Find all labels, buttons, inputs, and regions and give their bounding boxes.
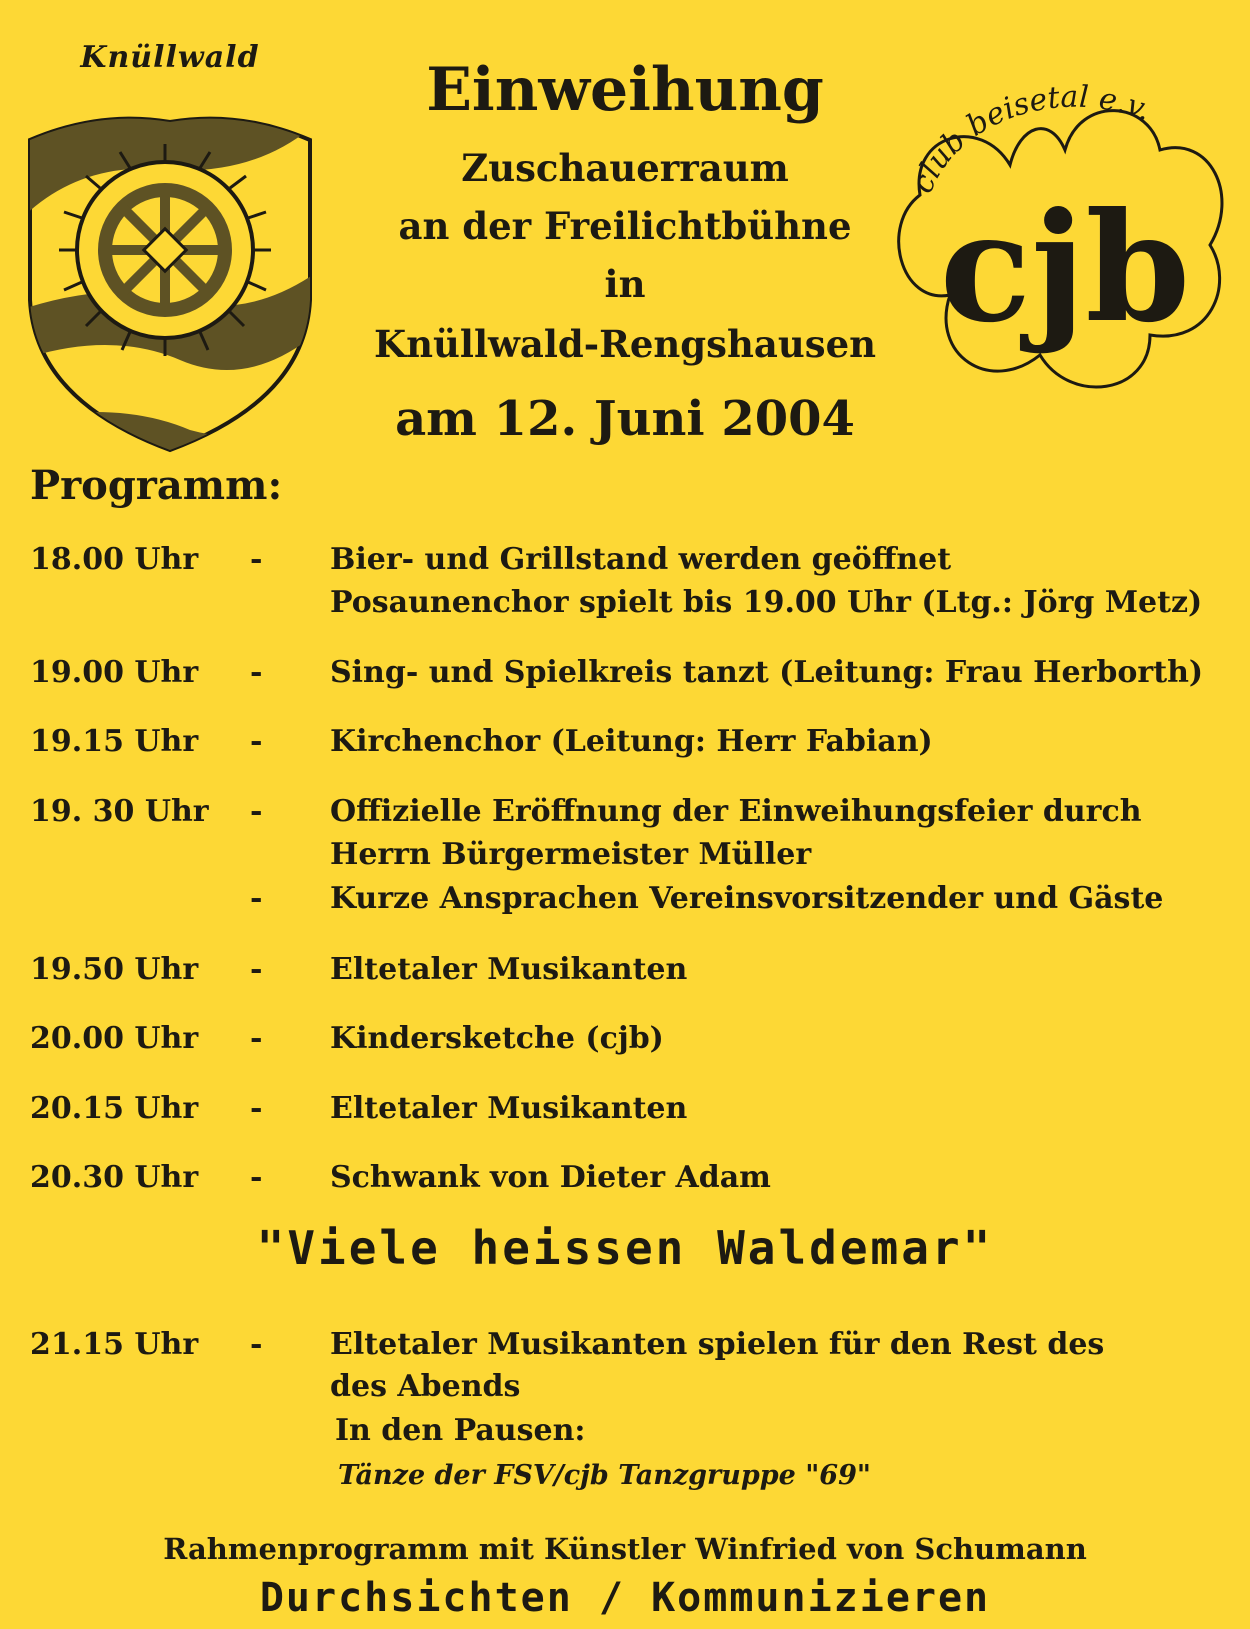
knuellwald-coat-of-arms bbox=[20, 100, 320, 460]
logo-ring-text: club beisetal e.v. bbox=[904, 79, 1157, 199]
subtitle-line-4: Knüllwald-Rengshausen bbox=[373, 322, 877, 366]
logo-monogram: cjb bbox=[939, 180, 1191, 356]
play-title: "Viele heissen Waldemar" bbox=[256, 1221, 994, 1275]
time-1800: 18.00 Uhr bbox=[30, 542, 199, 577]
dash: - bbox=[250, 724, 263, 759]
entry-line: Kindersketche (cjb) bbox=[330, 1021, 664, 1056]
entry-line: Posaunenchor spielt bis 19.00 Uhr (Ltg.: Jörg Metz) bbox=[330, 585, 1203, 620]
entry-line: Kurze Ansprachen Vereinsvorsitzender und Gäste bbox=[330, 881, 1164, 916]
time-1950: 19.50 Uhr bbox=[30, 952, 199, 987]
entry-line: Tänze der FSV/cjb Tanzgruppe "69" bbox=[338, 1460, 871, 1491]
dash: - bbox=[250, 794, 263, 829]
dash: - bbox=[250, 1327, 263, 1362]
time-1900: 19.00 Uhr bbox=[30, 655, 199, 690]
event-date: am 12. Juni 2004 bbox=[395, 391, 855, 447]
entry-line: In den Pausen: bbox=[335, 1413, 586, 1448]
frame-program: Rahmenprogramm mit Künstler Winfried von Schumann bbox=[163, 1532, 1087, 1566]
dash: - bbox=[250, 1021, 263, 1056]
time-1930: 19. 30 Uhr bbox=[30, 794, 209, 829]
time-2030: 20.30 Uhr bbox=[30, 1160, 199, 1195]
dash: - bbox=[250, 655, 263, 690]
entry-line: Bier- und Grillstand werden geöffnet bbox=[330, 542, 952, 577]
entry-line: Schwank von Dieter Adam bbox=[330, 1160, 771, 1195]
dash: - bbox=[250, 1091, 263, 1126]
entry-line: Herrn Bürgermeister Müller bbox=[330, 837, 812, 872]
subtitle-line-1: Zuschauerraum bbox=[461, 146, 789, 190]
entry-line: Offizielle Eröffnung der Einweihungsfeier durch bbox=[330, 794, 1142, 829]
subtitle-line-3: in bbox=[604, 262, 646, 306]
entry-line: Eltetaler Musikanten bbox=[330, 952, 688, 987]
time-2000: 20.00 Uhr bbox=[30, 1021, 199, 1056]
subtitle-line-2: an der Freilichtbühne bbox=[398, 204, 852, 248]
entry-line: Eltetaler Musikanten bbox=[330, 1091, 688, 1126]
time-2015: 20.15 Uhr bbox=[30, 1091, 199, 1126]
dash: - bbox=[250, 952, 263, 987]
dash: - bbox=[250, 542, 263, 577]
dash: - bbox=[250, 1160, 263, 1195]
entry-line: Kirchenchor (Leitung: Herr Fabian) bbox=[330, 724, 933, 759]
entry-line: Eltetaler Musikanten spielen für den Rest des bbox=[330, 1327, 1105, 1362]
time-2115: 21.15 Uhr bbox=[30, 1327, 199, 1362]
entry-line: des Abends bbox=[330, 1369, 521, 1404]
program-heading: Programm: bbox=[30, 462, 283, 509]
event-title: Einweihung bbox=[426, 55, 824, 125]
crest-caption: Knüllwald bbox=[80, 40, 260, 75]
entry-line: Sing- und Spielkreis tanzt (Leitung: Frau Herborth) bbox=[330, 655, 1204, 690]
time-1915: 19.15 Uhr bbox=[30, 724, 199, 759]
motto: Durchsichten / Kommunizieren bbox=[259, 1575, 991, 1621]
dash: - bbox=[250, 881, 263, 916]
